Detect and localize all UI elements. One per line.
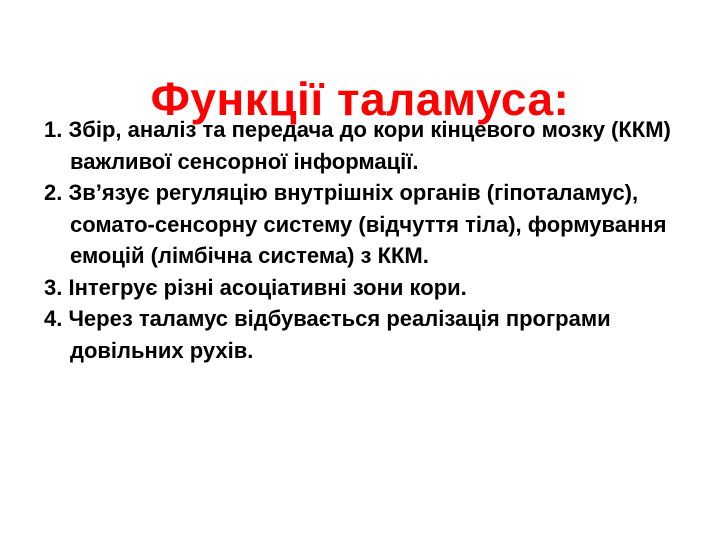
slide-title: Функції таламуса: xyxy=(150,72,570,125)
list-item: 2. Зв’язує регуляцію внутрішніх органів (гіпоталамус), сомато-сенсорну систему (відчуття тіла), формування емоцій (лімбічна система) з ККМ. xyxy=(44,180,667,268)
list-item: 1. Збір, аналіз та передача до кори кінцевого мозку (ККМ) важливої сенсорної інформації. xyxy=(44,117,671,174)
list-item: 4. Через таламус відбувається реалізація програми довільних рухів. xyxy=(44,306,611,363)
list-item: 3. Інтегрує різні асоціативні зони кори. xyxy=(44,274,467,300)
function-list xyxy=(44,114,684,366)
